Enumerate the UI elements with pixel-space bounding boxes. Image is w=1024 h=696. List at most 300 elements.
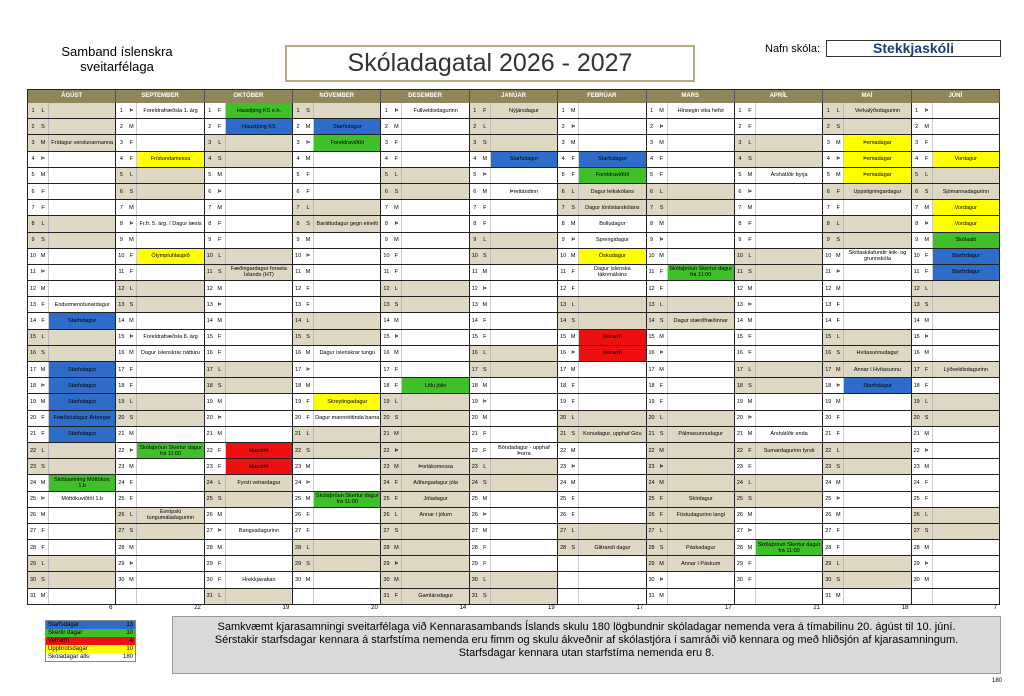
- day-cell[interactable]: [912, 378, 1000, 394]
- day-cell[interactable]: [558, 265, 646, 281]
- day-cell[interactable]: [912, 411, 1000, 427]
- day-cell[interactable]: [28, 427, 116, 443]
- day-cell[interactable]: [116, 492, 204, 508]
- day-cell[interactable]: [116, 184, 204, 200]
- day-cell[interactable]: [912, 265, 1000, 281]
- day-cell[interactable]: [470, 411, 558, 427]
- day-cell[interactable]: [647, 216, 735, 232]
- day-cell[interactable]: [116, 540, 204, 556]
- day-cell[interactable]: [293, 508, 381, 524]
- day-cell[interactable]: [205, 459, 293, 475]
- day-cell[interactable]: [470, 443, 558, 459]
- day-cell[interactable]: [381, 394, 469, 410]
- day-cell[interactable]: [470, 362, 558, 378]
- day-cell[interactable]: [470, 394, 558, 410]
- day-cell[interactable]: [912, 103, 1000, 119]
- day-cell[interactable]: [293, 443, 381, 459]
- day-cell[interactable]: [28, 265, 116, 281]
- day-cell[interactable]: [912, 152, 1000, 168]
- day-cell[interactable]: [28, 459, 116, 475]
- day-cell[interactable]: [28, 475, 116, 491]
- day-cell[interactable]: [647, 103, 735, 119]
- day-cell[interactable]: [823, 427, 911, 443]
- day-cell[interactable]: [381, 330, 469, 346]
- day-cell[interactable]: [205, 556, 293, 572]
- day-cell[interactable]: [735, 378, 823, 394]
- day-cell[interactable]: [470, 330, 558, 346]
- day-cell[interactable]: [381, 119, 469, 135]
- day-cell[interactable]: [470, 184, 558, 200]
- day-cell[interactable]: [293, 168, 381, 184]
- day-cell[interactable]: [28, 556, 116, 572]
- day-cell[interactable]: [116, 362, 204, 378]
- day-cell[interactable]: [558, 135, 646, 151]
- day-cell[interactable]: [735, 152, 823, 168]
- day-cell[interactable]: [823, 249, 911, 265]
- day-cell[interactable]: [912, 508, 1000, 524]
- day-cell[interactable]: [381, 362, 469, 378]
- day-cell[interactable]: [647, 378, 735, 394]
- day-cell[interactable]: [293, 475, 381, 491]
- day-cell[interactable]: [116, 427, 204, 443]
- day-cell[interactable]: [912, 572, 1000, 588]
- day-cell[interactable]: [558, 281, 646, 297]
- day-cell[interactable]: [647, 411, 735, 427]
- day-cell[interactable]: [558, 184, 646, 200]
- day-cell[interactable]: [823, 362, 911, 378]
- day-cell[interactable]: [912, 459, 1000, 475]
- day-cell[interactable]: [28, 233, 116, 249]
- day-cell[interactable]: [735, 362, 823, 378]
- day-cell[interactable]: [293, 184, 381, 200]
- day-cell[interactable]: [293, 394, 381, 410]
- day-cell[interactable]: [470, 103, 558, 119]
- day-cell[interactable]: [381, 427, 469, 443]
- day-cell[interactable]: [647, 362, 735, 378]
- day-cell[interactable]: [823, 103, 911, 119]
- day-cell[interactable]: [735, 233, 823, 249]
- day-cell[interactable]: [381, 184, 469, 200]
- day-cell[interactable]: [381, 556, 469, 572]
- day-cell[interactable]: [823, 297, 911, 313]
- day-cell[interactable]: [558, 572, 646, 588]
- day-cell[interactable]: [735, 508, 823, 524]
- day-cell[interactable]: [205, 200, 293, 216]
- day-cell[interactable]: [647, 394, 735, 410]
- day-cell[interactable]: [735, 281, 823, 297]
- day-cell[interactable]: [558, 119, 646, 135]
- day-cell[interactable]: [912, 330, 1000, 346]
- day-cell[interactable]: [28, 119, 116, 135]
- day-cell[interactable]: [381, 459, 469, 475]
- day-cell[interactable]: [470, 572, 558, 588]
- day-cell[interactable]: [735, 589, 823, 605]
- day-cell[interactable]: [116, 313, 204, 329]
- day-cell[interactable]: [381, 168, 469, 184]
- school-name-field[interactable]: Stekkjaskóli: [826, 40, 1001, 57]
- day-cell[interactable]: [558, 200, 646, 216]
- day-cell[interactable]: [735, 524, 823, 540]
- day-cell[interactable]: [28, 378, 116, 394]
- day-cell[interactable]: [116, 411, 204, 427]
- day-cell[interactable]: [28, 540, 116, 556]
- day-cell[interactable]: [116, 330, 204, 346]
- day-cell[interactable]: [735, 475, 823, 491]
- day-cell[interactable]: [470, 427, 558, 443]
- day-cell[interactable]: [647, 556, 735, 572]
- day-cell[interactable]: [293, 330, 381, 346]
- day-cell[interactable]: [823, 394, 911, 410]
- day-cell[interactable]: [823, 443, 911, 459]
- day-cell[interactable]: [205, 427, 293, 443]
- day-cell[interactable]: [205, 362, 293, 378]
- day-cell[interactable]: [823, 152, 911, 168]
- day-cell[interactable]: [205, 216, 293, 232]
- day-cell[interactable]: [823, 459, 911, 475]
- day-cell[interactable]: [381, 281, 469, 297]
- day-cell[interactable]: [823, 572, 911, 588]
- day-cell[interactable]: [735, 540, 823, 556]
- day-cell[interactable]: [381, 313, 469, 329]
- day-cell[interactable]: [912, 346, 1000, 362]
- day-cell[interactable]: [912, 427, 1000, 443]
- day-cell[interactable]: [470, 459, 558, 475]
- day-cell[interactable]: [293, 103, 381, 119]
- day-cell[interactable]: [205, 524, 293, 540]
- day-cell[interactable]: [28, 443, 116, 459]
- day-cell[interactable]: [823, 411, 911, 427]
- day-cell[interactable]: [558, 589, 646, 605]
- day-cell[interactable]: [735, 572, 823, 588]
- day-cell[interactable]: [470, 168, 558, 184]
- day-cell[interactable]: [558, 475, 646, 491]
- day-cell[interactable]: [823, 119, 911, 135]
- day-cell[interactable]: [381, 152, 469, 168]
- day-cell[interactable]: [381, 346, 469, 362]
- day-cell[interactable]: [205, 103, 293, 119]
- day-cell[interactable]: [28, 313, 116, 329]
- day-cell[interactable]: [912, 297, 1000, 313]
- day-cell[interactable]: [558, 330, 646, 346]
- day-cell[interactable]: [28, 200, 116, 216]
- day-cell[interactable]: [470, 540, 558, 556]
- day-cell[interactable]: [558, 249, 646, 265]
- day-cell[interactable]: [647, 459, 735, 475]
- day-cell[interactable]: [735, 216, 823, 232]
- day-cell[interactable]: [293, 540, 381, 556]
- day-cell[interactable]: [558, 313, 646, 329]
- day-cell[interactable]: [116, 394, 204, 410]
- day-cell[interactable]: [293, 119, 381, 135]
- day-cell[interactable]: [116, 378, 204, 394]
- day-cell[interactable]: [205, 233, 293, 249]
- day-cell[interactable]: [293, 589, 381, 605]
- day-cell[interactable]: [381, 103, 469, 119]
- day-cell[interactable]: [647, 200, 735, 216]
- day-cell[interactable]: [381, 589, 469, 605]
- day-cell[interactable]: [823, 265, 911, 281]
- day-cell[interactable]: [381, 508, 469, 524]
- day-cell[interactable]: [558, 492, 646, 508]
- day-cell[interactable]: [293, 200, 381, 216]
- day-cell[interactable]: [293, 427, 381, 443]
- day-cell[interactable]: [381, 297, 469, 313]
- day-cell[interactable]: [28, 297, 116, 313]
- day-cell[interactable]: [205, 378, 293, 394]
- day-cell[interactable]: [558, 459, 646, 475]
- day-cell[interactable]: [735, 103, 823, 119]
- day-cell[interactable]: [735, 492, 823, 508]
- day-cell[interactable]: [205, 475, 293, 491]
- day-cell[interactable]: [558, 411, 646, 427]
- day-cell[interactable]: [205, 152, 293, 168]
- day-cell[interactable]: [735, 394, 823, 410]
- day-cell[interactable]: [28, 411, 116, 427]
- day-cell[interactable]: [558, 556, 646, 572]
- day-cell[interactable]: [823, 184, 911, 200]
- day-cell[interactable]: [647, 330, 735, 346]
- day-cell[interactable]: [558, 540, 646, 556]
- day-cell[interactable]: [28, 152, 116, 168]
- day-cell[interactable]: [647, 265, 735, 281]
- day-cell[interactable]: [470, 249, 558, 265]
- day-cell[interactable]: [116, 556, 204, 572]
- day-cell[interactable]: [293, 378, 381, 394]
- day-cell[interactable]: [912, 168, 1000, 184]
- day-cell[interactable]: [116, 233, 204, 249]
- day-cell[interactable]: [116, 168, 204, 184]
- day-cell[interactable]: [470, 135, 558, 151]
- day-cell[interactable]: [470, 297, 558, 313]
- day-cell[interactable]: [205, 330, 293, 346]
- day-cell[interactable]: [116, 119, 204, 135]
- day-cell[interactable]: [823, 378, 911, 394]
- day-cell[interactable]: [381, 475, 469, 491]
- day-cell[interactable]: [205, 119, 293, 135]
- day-cell[interactable]: [647, 492, 735, 508]
- day-cell[interactable]: [205, 281, 293, 297]
- day-cell[interactable]: [293, 556, 381, 572]
- day-cell[interactable]: [735, 459, 823, 475]
- day-cell[interactable]: [823, 200, 911, 216]
- day-cell[interactable]: [470, 265, 558, 281]
- day-cell[interactable]: [558, 394, 646, 410]
- day-cell[interactable]: [470, 119, 558, 135]
- day-cell[interactable]: [116, 297, 204, 313]
- day-cell[interactable]: [381, 411, 469, 427]
- day-cell[interactable]: [116, 281, 204, 297]
- day-cell[interactable]: [647, 168, 735, 184]
- day-cell[interactable]: [912, 184, 1000, 200]
- day-cell[interactable]: [205, 394, 293, 410]
- day-cell[interactable]: [823, 330, 911, 346]
- day-cell[interactable]: [647, 475, 735, 491]
- day-cell[interactable]: [28, 249, 116, 265]
- day-cell[interactable]: [381, 216, 469, 232]
- day-cell[interactable]: [558, 362, 646, 378]
- day-cell[interactable]: [28, 346, 116, 362]
- day-cell[interactable]: [912, 475, 1000, 491]
- day-cell[interactable]: [735, 135, 823, 151]
- day-cell[interactable]: [558, 233, 646, 249]
- day-cell[interactable]: [205, 540, 293, 556]
- day-cell[interactable]: [823, 135, 911, 151]
- day-cell[interactable]: [823, 168, 911, 184]
- day-cell[interactable]: [912, 524, 1000, 540]
- day-cell[interactable]: [470, 492, 558, 508]
- day-cell[interactable]: [558, 297, 646, 313]
- day-cell[interactable]: [912, 200, 1000, 216]
- day-cell[interactable]: [381, 378, 469, 394]
- day-cell[interactable]: [28, 524, 116, 540]
- day-cell[interactable]: [912, 540, 1000, 556]
- day-cell[interactable]: [293, 362, 381, 378]
- day-cell[interactable]: [823, 524, 911, 540]
- day-cell[interactable]: [735, 200, 823, 216]
- day-cell[interactable]: [912, 249, 1000, 265]
- day-cell[interactable]: [470, 152, 558, 168]
- day-cell[interactable]: [470, 346, 558, 362]
- day-cell[interactable]: [735, 119, 823, 135]
- day-cell[interactable]: [116, 443, 204, 459]
- day-cell[interactable]: [116, 508, 204, 524]
- day-cell[interactable]: [912, 216, 1000, 232]
- day-cell[interactable]: [823, 216, 911, 232]
- day-cell[interactable]: [293, 411, 381, 427]
- day-cell[interactable]: [293, 572, 381, 588]
- day-cell[interactable]: [381, 135, 469, 151]
- day-cell[interactable]: [381, 265, 469, 281]
- day-cell[interactable]: [558, 508, 646, 524]
- day-cell[interactable]: [116, 103, 204, 119]
- day-cell[interactable]: [381, 524, 469, 540]
- day-cell[interactable]: [293, 492, 381, 508]
- day-cell[interactable]: [381, 572, 469, 588]
- day-cell[interactable]: [205, 297, 293, 313]
- day-cell[interactable]: [647, 233, 735, 249]
- day-cell[interactable]: [205, 492, 293, 508]
- day-cell[interactable]: [735, 346, 823, 362]
- day-cell[interactable]: [823, 313, 911, 329]
- day-cell[interactable]: [116, 459, 204, 475]
- day-cell[interactable]: [28, 135, 116, 151]
- day-cell[interactable]: [28, 216, 116, 232]
- day-cell[interactable]: [205, 508, 293, 524]
- day-cell[interactable]: [735, 556, 823, 572]
- day-cell[interactable]: [470, 313, 558, 329]
- day-cell[interactable]: [823, 556, 911, 572]
- day-cell[interactable]: [116, 216, 204, 232]
- day-cell[interactable]: [912, 281, 1000, 297]
- day-cell[interactable]: [116, 346, 204, 362]
- day-cell[interactable]: [116, 152, 204, 168]
- day-cell[interactable]: [293, 135, 381, 151]
- day-cell[interactable]: [28, 330, 116, 346]
- day-cell[interactable]: [28, 103, 116, 119]
- day-cell[interactable]: [205, 411, 293, 427]
- day-cell[interactable]: [470, 200, 558, 216]
- day-cell[interactable]: [823, 508, 911, 524]
- day-cell[interactable]: [912, 119, 1000, 135]
- day-cell[interactable]: [381, 492, 469, 508]
- day-cell[interactable]: [912, 362, 1000, 378]
- day-cell[interactable]: [647, 443, 735, 459]
- day-cell[interactable]: [293, 265, 381, 281]
- day-cell[interactable]: [647, 313, 735, 329]
- day-cell[interactable]: [558, 152, 646, 168]
- day-cell[interactable]: [647, 572, 735, 588]
- day-cell[interactable]: [735, 265, 823, 281]
- day-cell[interactable]: [28, 394, 116, 410]
- day-cell[interactable]: [558, 346, 646, 362]
- day-cell[interactable]: [205, 313, 293, 329]
- day-cell[interactable]: [647, 540, 735, 556]
- day-cell[interactable]: [470, 524, 558, 540]
- day-cell[interactable]: [205, 443, 293, 459]
- day-cell[interactable]: [558, 427, 646, 443]
- day-cell[interactable]: [116, 135, 204, 151]
- day-cell[interactable]: [735, 168, 823, 184]
- day-cell[interactable]: [293, 313, 381, 329]
- day-cell[interactable]: [912, 313, 1000, 329]
- day-cell[interactable]: [558, 216, 646, 232]
- day-cell[interactable]: [470, 589, 558, 605]
- day-cell[interactable]: [735, 330, 823, 346]
- day-cell[interactable]: [647, 346, 735, 362]
- day-cell[interactable]: [293, 281, 381, 297]
- day-cell[interactable]: [912, 394, 1000, 410]
- day-cell[interactable]: [116, 249, 204, 265]
- day-cell[interactable]: [912, 233, 1000, 249]
- day-cell[interactable]: [28, 572, 116, 588]
- day-cell[interactable]: [470, 508, 558, 524]
- day-cell[interactable]: [647, 297, 735, 313]
- day-cell[interactable]: [647, 135, 735, 151]
- day-cell[interactable]: [823, 540, 911, 556]
- day-cell[interactable]: [293, 249, 381, 265]
- day-cell[interactable]: [647, 119, 735, 135]
- day-cell[interactable]: [116, 589, 204, 605]
- day-cell[interactable]: [735, 297, 823, 313]
- day-cell[interactable]: [470, 281, 558, 297]
- day-cell[interactable]: [116, 572, 204, 588]
- day-cell[interactable]: [823, 233, 911, 249]
- day-cell[interactable]: [823, 589, 911, 605]
- day-cell[interactable]: [116, 200, 204, 216]
- day-cell[interactable]: [381, 200, 469, 216]
- day-cell[interactable]: [293, 524, 381, 540]
- day-cell[interactable]: [28, 168, 116, 184]
- day-cell[interactable]: [912, 589, 1000, 605]
- day-cell[interactable]: [647, 508, 735, 524]
- day-cell[interactable]: [381, 249, 469, 265]
- day-cell[interactable]: [823, 475, 911, 491]
- day-cell[interactable]: [735, 411, 823, 427]
- day-cell[interactable]: [470, 475, 558, 491]
- day-cell[interactable]: [205, 572, 293, 588]
- day-cell[interactable]: [735, 249, 823, 265]
- day-cell[interactable]: [470, 233, 558, 249]
- day-cell[interactable]: [293, 297, 381, 313]
- day-cell[interactable]: [293, 233, 381, 249]
- day-cell[interactable]: [28, 184, 116, 200]
- day-cell[interactable]: [293, 216, 381, 232]
- day-cell[interactable]: [28, 508, 116, 524]
- day-cell[interactable]: [647, 524, 735, 540]
- day-cell[interactable]: [647, 589, 735, 605]
- day-cell[interactable]: [28, 492, 116, 508]
- day-cell[interactable]: [558, 378, 646, 394]
